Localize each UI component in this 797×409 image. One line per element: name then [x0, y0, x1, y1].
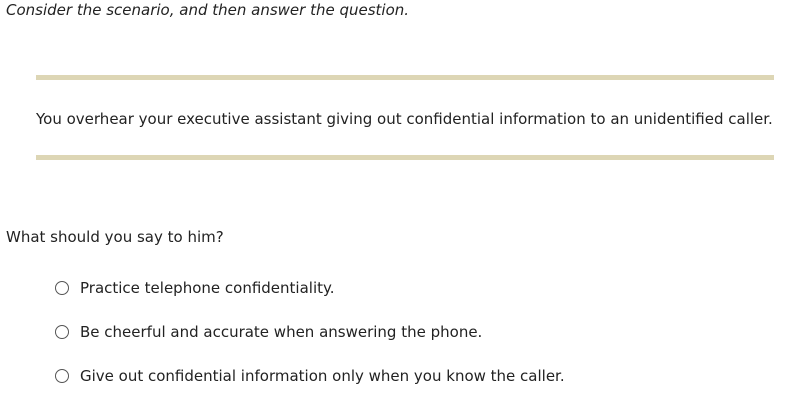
question-text: What should you say to him? [6, 228, 224, 246]
radio-button-2[interactable] [55, 325, 69, 339]
answer-option-3[interactable] [55, 365, 565, 387]
scenario-bottom-divider [36, 155, 774, 160]
answer-option-2[interactable] [55, 321, 482, 343]
answer-option-2-label[interactable]: Be cheerful and accurate when answering the phone. [80, 323, 483, 341]
scenario-top-divider [36, 75, 774, 80]
answer-option-1[interactable] [55, 277, 335, 299]
instruction-text: Consider the scenario, and then answer the question. [6, 1, 410, 19]
answer-option-1-label[interactable]: Practice telephone confidentiality. [80, 279, 335, 297]
answer-option-3-label[interactable]: Give out confidential information only when you know the caller. [80, 367, 565, 385]
scenario-text: You overhear your executive assistant giving out confidential information to an unidentified caller. [36, 110, 773, 128]
radio-button-1[interactable] [55, 281, 69, 295]
radio-button-3[interactable] [55, 369, 69, 383]
